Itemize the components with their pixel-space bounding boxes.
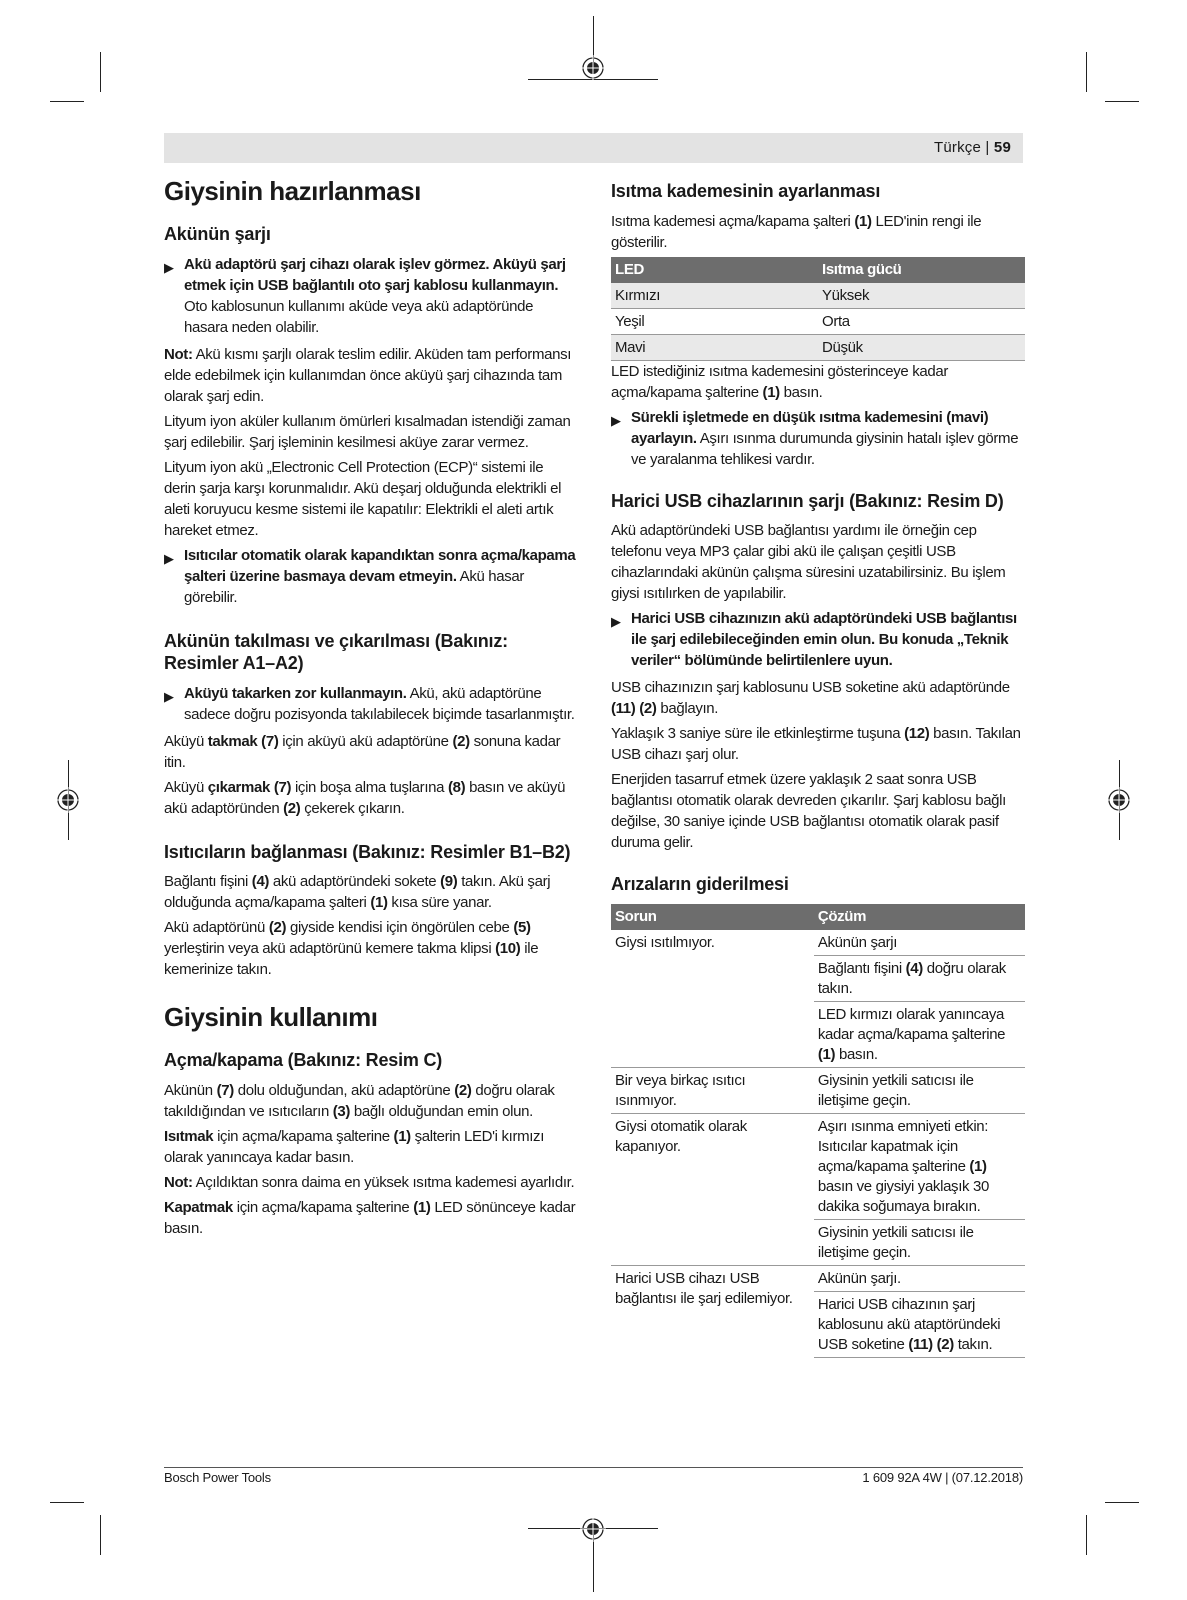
led-table [611, 257, 1025, 361]
crop-mark [50, 101, 84, 102]
page-header [164, 133, 1023, 163]
table-header-cell: LED [611, 257, 818, 283]
footer-document-id: 1 609 92A 4W | (07.12.2018) [862, 1470, 1023, 1485]
registration-mark-icon [580, 55, 606, 81]
solution-cell: Giysinin yetkili satıcısı ile iletişime geçin. [814, 1067, 1025, 1113]
table-cell: Orta [818, 308, 1025, 334]
footer-publisher: Bosch Power Tools [164, 1470, 271, 1485]
solution-cell: Akünün şarjı [814, 930, 1025, 956]
table-header-cell: Çözüm [814, 904, 1025, 930]
problem-cell: Bir veya birkaç ısıtıcı ısınmıyor. [611, 1067, 814, 1113]
paragraph: Aküyü çıkarmak (7) için boşa alma tuşlarına (8) basın ve aküyü akü adaptöründen (2) çekerek çıkarın. [164, 778, 566, 817]
paragraph: Akü adaptöründeki USB bağlantısı yardımı ile örneğin cep telefonu veya MP3 çalar gibi akü ile çalışan çeşitli USB cihazlarındaki akünün çalışma süresini uzatabilirsiniz. Bu işlem giysi ısıtılırken de yapılabilir. [611, 522, 1006, 602]
warning-item: ▶ Harici USB cihazınızın akü adaptöründeki USB bağlantısı ile şarj edilebileceğinden emin olun. Bu konuda „Teknik veriler“ bölümünde belirtilenlere uyun. [611, 610, 1017, 669]
paragraph: Yaklaşık 3 saniye süre ile etkinleştirme tuşuna (12) basın. Takılan USB cihazı şarj olur. [611, 725, 1021, 763]
table-header-cell: Isıtma gücü [818, 257, 1025, 283]
crop-mark [1105, 101, 1139, 102]
crop-mark [50, 1502, 84, 1503]
table-row [611, 1265, 1025, 1291]
crop-mark [1105, 1502, 1139, 1503]
crop-mark [1086, 1515, 1087, 1555]
troubleshooting-table [611, 904, 1025, 1358]
paragraph: Kapatmak için açma/kapama şalterine (1) LED sönünceye kadar basın. [164, 1198, 576, 1237]
header-text [934, 139, 1023, 156]
table-cell: Yeşil [611, 308, 818, 334]
table-row [611, 334, 1025, 360]
table-cell: Mavi [611, 334, 818, 360]
note-paragraph: Not: Akü kısmı şarjlı olarak teslim edilir. Aküden tam performansı elde edebilmek için kullanımdan önce aküyü şarj cihazında tam olarak şarj edin. [164, 345, 572, 405]
solution-cell: Giysinin yetkili satıcısı ile iletişime geçin. [814, 1219, 1025, 1265]
table-cell: Yüksek [818, 283, 1025, 309]
table-cell: Kırmızı [611, 283, 818, 309]
crop-mark [100, 52, 101, 92]
header-language: Türkçe [934, 139, 982, 156]
crop-mark [593, 1534, 594, 1592]
paragraph: Akünün (7) dolu olduğundan, akü adaptörüne (2) doğru olarak takıldığından ve ısıtıcıların (3) bağlı olduğundan emin olun. [164, 1081, 555, 1120]
table-header-cell: Sorun [611, 904, 814, 930]
heading-insert-remove: Akünün takılması ve çıkarılması (Bakınız: Resimler A1–A2) [164, 630, 508, 674]
crop-mark [100, 1515, 101, 1555]
paragraph: Aküyü takmak (7) için aküyü akü adaptörüne (2) sonuna kadar itin. [164, 732, 561, 771]
solution-cell: Aşırı ısınma emniyeti etkin: Isıtıcılar kapatmak için açma/kapama şalterine (1) basın ve giysiyi yaklaşık 30 dakika soğumaya bırakın. [814, 1113, 1025, 1219]
solution-cell: LED kırmızı olarak yanıncaya kadar açma/kapama şalterine (1) basın. [814, 1001, 1025, 1067]
solution-cell: Bağlantı fişini (4) doğru olarak takın. [814, 955, 1025, 1001]
table-header-row [611, 257, 1025, 283]
heading-troubleshooting: Arızaların giderilmesi [611, 874, 789, 894]
section-title-preparation: Giysinin hazırlanması [164, 176, 421, 206]
header-separator: | [985, 139, 990, 156]
left-column [164, 176, 578, 1243]
paragraph: Enerjiden tasarruf etmek üzere yaklaşık 2 saat sonra USB bağlantısı otomatik olarak devreden çıkarılır. Şarj kablosu bağlı değilse, 30 saniye içinde USB bağlantısı otomatik olarak pasif duruma gelir. [611, 771, 1006, 851]
warning-item: ▶ Isıtıcılar otomatik olarak kapandıktan sonra açma/kapama şalteri üzerine basmaya devam etmeyin. Akü hasar görebilir. [164, 546, 576, 606]
warning-item: ▶ Aküyü takarken zor kullanmayın. Akü, akü adaptörüne sadece doğru pozisyonda takılabilecek biçimde tasarlanmıştır. [164, 684, 575, 723]
footer-divider [164, 1467, 1023, 1468]
warning-triangle-icon: ▶ [164, 688, 174, 704]
right-column [611, 180, 1025, 1358]
registration-mark-icon [55, 787, 81, 813]
paragraph: Lityum iyon akü „Electronic Cell Protection (ECP)“ sistemi ile derin şarja karşı korunmalıdır. Akü deşarj olduğunda elektrikli el aleti koruyucu kesme sistemi ile kapatılır: Elektrikli el aleti artık hareket etmez. [164, 458, 562, 539]
crop-mark [1086, 52, 1087, 92]
warning-item: ▶ Akü adaptörü şarj cihazı olarak işlev görmez. Aküyü şarj etmek için USB bağlantılı oto şarj kablosu kullanmayın. Oto kablosunun kullanımı aküde veya akü adaptöründe hasara neden olabilir. [164, 255, 566, 336]
heading-usb-charging: Harici USB cihazlarının şarjı (Bakınız: Resim D) [611, 490, 1004, 511]
table-row [611, 930, 1025, 956]
table-row [611, 1067, 1025, 1113]
heading-heaters-connection: Isıtıcıların bağlanması (Bakınız: Resimler B1–B2) [164, 841, 571, 862]
heading-on-off: Açma/kapama (Bakınız: Resim C) [164, 1050, 443, 1071]
paragraph: LED istediğiniz ısıtma kademesini gösterinceye kadar açma/kapama şalterine (1) basın. [611, 362, 948, 401]
problem-cell: Harici USB cihazı USB bağlantısı ile şarj edilemiyor. [615, 1269, 793, 1307]
paragraph: Isıtmak için açma/kapama şalterine (1) şalterin LED'i kırmızı olarak yanıncaya kadar basın. [164, 1127, 545, 1166]
paragraph: Lityum iyon aküler kullanım ömürleri kısalmadan istendiği zaman şarj edilebilir. Şarj işleminin kesilmesi aküye zarar vermez. [164, 412, 571, 451]
heading-heating-level: Isıtma kademesinin ayarlanması [611, 181, 881, 201]
warning-triangle-icon: ▶ [611, 412, 621, 428]
paragraph: Isıtma kademesi açma/kapama şalteri (1) LED'inin rengi ile gösterilir. [611, 212, 982, 251]
table-row [611, 283, 1025, 309]
paragraph: USB cihazınızın şarj kablosunu USB soketine akü adaptöründe (11) (2) bağlayın. [611, 679, 1010, 717]
table-row [611, 308, 1025, 334]
heading-battery-charging: Akünün şarjı [164, 224, 271, 245]
table-cell: Düşük [818, 334, 1025, 360]
warning-triangle-icon: ▶ [611, 614, 621, 629]
registration-mark-icon [1106, 787, 1132, 813]
solution-cell: Akünün şarjı. [814, 1265, 1025, 1291]
problem-cell: Giysi otomatik olarak kapanıyor. [611, 1113, 814, 1265]
solution-cell: Harici USB cihazının şarj kablosunu akü ataptöründeki USB soketine (11) (2) takın. [814, 1291, 1025, 1357]
paragraph: Bağlantı fişini (4) akü adaptöründeki sokete (9) takın. Akü şarj olduğunda açma/kapama şalteri (1) kısa süre yanar. [164, 873, 551, 912]
note-paragraph: Not: Açıldıktan sonra daima en yüksek ısıtma kademesi ayarlıdır. [164, 1173, 575, 1191]
page-number: 59 [993, 139, 1011, 156]
warning-triangle-icon: ▶ [164, 550, 174, 566]
problem-cell: Giysi ısıtılmıyor. [611, 930, 814, 1068]
table-row [611, 1113, 1025, 1219]
table-header-row [611, 904, 1025, 930]
paragraph: Akü adaptörünü (2) giyside kendisi için öngörülen cebe (5) yerleştirin veya akü adaptörünü kemere takma klipsi (10) ile kemerinize takın. [164, 919, 539, 979]
section-title-usage: Giysinin kullanımı [164, 1002, 378, 1033]
warning-triangle-icon: ▶ [164, 259, 174, 275]
warning-item: ▶ Sürekli işletmede en düşük ısıtma kademesini (mavi) ayarlayın. Aşırı ısınma durumunda giysinin hatalı işlev görme ve yaralanma tehlikesi vardır. [611, 408, 1019, 468]
registration-mark-icon [580, 1516, 606, 1542]
